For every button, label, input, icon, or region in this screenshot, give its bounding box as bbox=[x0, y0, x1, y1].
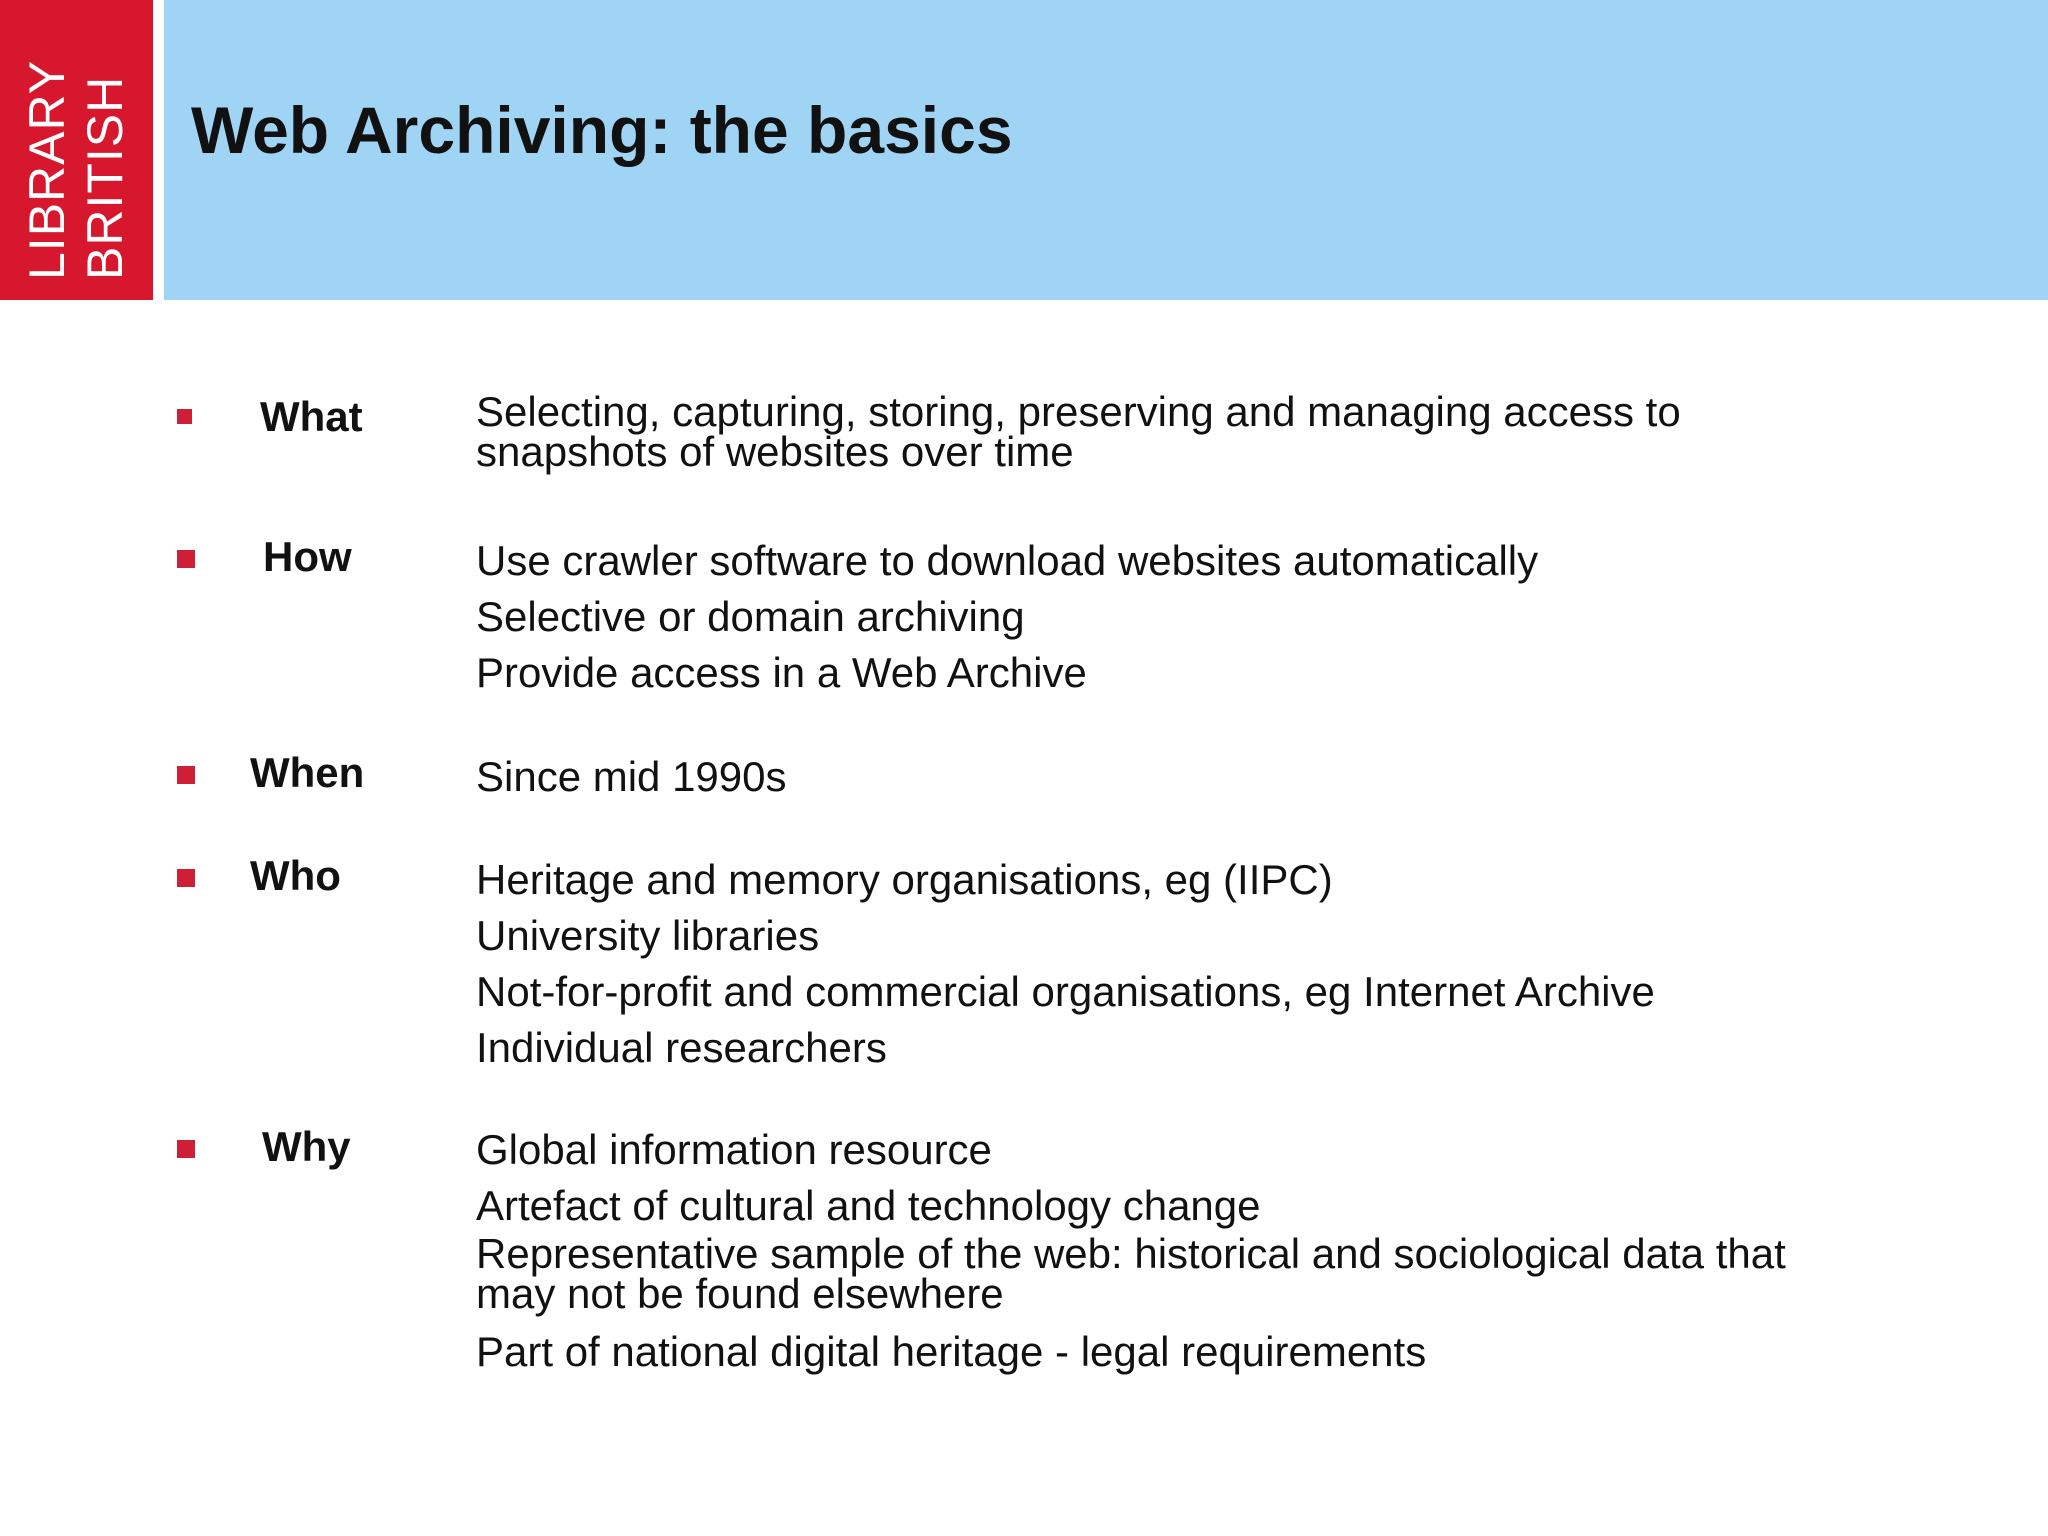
description-line: Individual researchers bbox=[476, 1024, 887, 1071]
logo-wordmark bbox=[18, 20, 134, 280]
term-label: How bbox=[263, 533, 352, 580]
description-line: Heritage and memory organisations, eg (IIPC) bbox=[476, 856, 1333, 903]
description-block bbox=[476, 1122, 1786, 1380]
description-line: snapshots of websites over time bbox=[476, 428, 1074, 475]
description-block bbox=[476, 749, 787, 805]
description-line: Global information resource bbox=[476, 1126, 992, 1173]
british-library-logo bbox=[0, 0, 164, 300]
term-label: When bbox=[250, 749, 365, 796]
logo-line-british: BRITISH bbox=[77, 75, 133, 280]
bullet-square-icon bbox=[177, 409, 192, 424]
bullet-square-icon bbox=[177, 766, 195, 784]
description-line: Artefact of cultural and technology change bbox=[476, 1182, 1261, 1229]
description-line: may not be found elsewhere bbox=[476, 1270, 1004, 1317]
description-block bbox=[476, 533, 1538, 701]
description-line: Provide access in a Web Archive bbox=[476, 649, 1087, 696]
description-line: Selective or domain archiving bbox=[476, 593, 1025, 640]
slide-title: Web Archiving: the basics bbox=[191, 93, 1013, 167]
description-line: Representative sample of the web: historical and sociological data that bbox=[476, 1230, 1786, 1277]
description-line: Selecting, capturing, storing, preserving and managing access to bbox=[476, 388, 1681, 435]
description-line: University libraries bbox=[476, 912, 820, 959]
description-line: Use crawler software to download websites automatically bbox=[476, 537, 1539, 584]
bullet-square-icon bbox=[177, 1140, 195, 1158]
description-block bbox=[476, 852, 1655, 1076]
term-label: Who bbox=[250, 852, 341, 899]
term-label: Why bbox=[262, 1123, 351, 1170]
description-block bbox=[476, 388, 1681, 475]
term-label: What bbox=[260, 393, 363, 440]
bullet-square-icon bbox=[177, 869, 195, 887]
description-line: Part of national digital heritage - legal requirements bbox=[476, 1328, 1427, 1375]
logo-line-library: LIBRARY bbox=[19, 59, 75, 280]
description-line: Since mid 1990s bbox=[476, 753, 787, 800]
description-line: Not-for-profit and commercial organisations, eg Internet Archive bbox=[476, 968, 1655, 1015]
bullet-square-icon bbox=[177, 550, 195, 568]
